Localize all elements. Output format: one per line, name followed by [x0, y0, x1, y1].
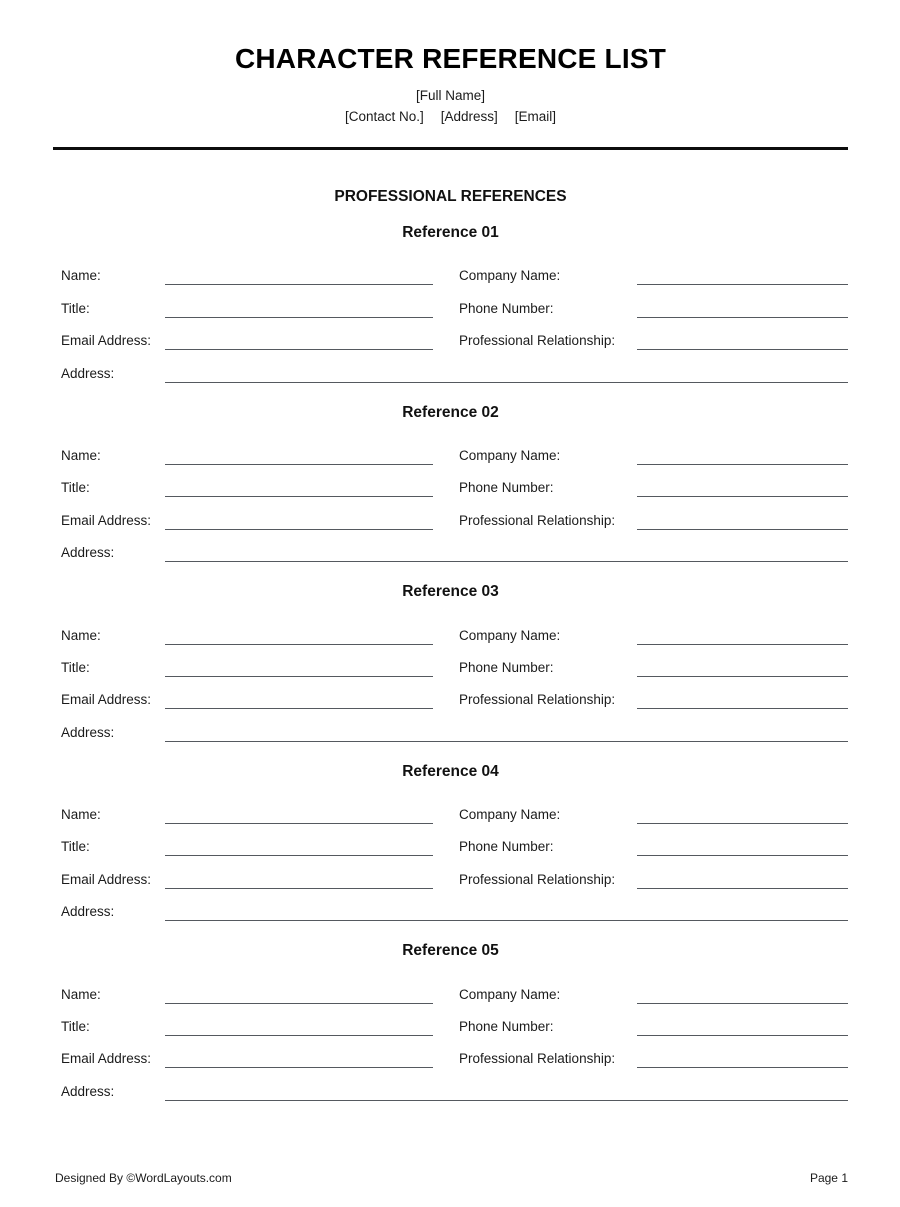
- title-blank-line: [165, 317, 433, 318]
- phone-number-blank-line: [637, 676, 848, 677]
- reference-row-name-company: [53, 436, 848, 468]
- reference-block: [53, 224, 848, 386]
- title-blank-line: [165, 496, 433, 497]
- header-divider: [53, 147, 848, 150]
- document-title: CHARACTER REFERENCE LIST: [234, 43, 667, 74]
- phone-number-label: Phone Number:: [459, 659, 554, 675]
- address-blank-line: [165, 382, 848, 383]
- reference-heading: Reference 01: [402, 224, 499, 241]
- reference-block: [53, 763, 848, 925]
- email-address-label: Email Address:: [61, 692, 152, 708]
- phone-number-blank-line: [637, 496, 848, 497]
- phone-number-blank-line: [637, 317, 848, 318]
- phone-number-label: Phone Number:: [459, 1019, 554, 1035]
- document-page: [0, 42, 900, 1207]
- address-label: Address:: [61, 1083, 115, 1099]
- company-name-label: Company Name:: [459, 986, 561, 1002]
- professional-relationship-blank-line: [637, 708, 848, 709]
- reference-row-email-relationship: [53, 321, 848, 353]
- reference-row-address: [53, 712, 848, 744]
- email-address-label: Email Address:: [61, 333, 152, 349]
- phone-number-label: Phone Number:: [459, 839, 554, 855]
- reference-heading: Reference 04: [402, 762, 499, 780]
- contact-no-placeholder: [Contact No.]: [344, 109, 424, 124]
- professional-relationship-label: Professional Relationship:: [459, 692, 616, 708]
- title-label: Title:: [61, 300, 90, 316]
- phone-number-blank-line: [637, 855, 848, 856]
- name-label: Name:: [61, 627, 101, 643]
- professional-relationship-label: Professional Relationship:: [459, 333, 616, 349]
- reference-row-name-company: [53, 974, 848, 1006]
- reference-heading: Reference 02: [402, 403, 499, 421]
- address-label: Address:: [61, 365, 115, 381]
- professional-relationship-blank-line: [637, 888, 848, 889]
- reference-row-address: [53, 892, 848, 924]
- reference-heading: Reference 05: [402, 942, 499, 960]
- title-label: Title:: [61, 1019, 90, 1035]
- email-address-blank-line: [165, 1067, 433, 1068]
- reference-row-name-company: [53, 795, 848, 827]
- section-title-professional-references: PROFESSIONAL REFERENCES: [334, 188, 567, 205]
- address-label: Address:: [61, 904, 115, 920]
- company-name-blank-line: [637, 464, 848, 465]
- reference-row-email-relationship: [53, 500, 848, 532]
- company-name-blank-line: [637, 1003, 848, 1004]
- email-address-blank-line: [165, 349, 433, 350]
- reference-row-email-relationship: [53, 859, 848, 891]
- title-blank-line: [165, 855, 433, 856]
- name-blank-line: [165, 1003, 433, 1004]
- company-name-blank-line: [637, 823, 848, 824]
- reference-row-email-relationship: [53, 680, 848, 712]
- footer-credit: Designed By ©WordLayouts.com: [55, 1171, 232, 1185]
- company-name-label: Company Name:: [459, 807, 561, 823]
- full-name-placeholder: [Full Name]: [415, 88, 486, 103]
- name-label: Name:: [61, 986, 101, 1002]
- company-name-blank-line: [637, 644, 848, 645]
- title-label: Title:: [61, 659, 90, 675]
- email-address-blank-line: [165, 888, 433, 889]
- name-label: Name:: [61, 268, 101, 284]
- address-blank-line: [165, 561, 848, 562]
- reference-row-name-company: [53, 615, 848, 647]
- company-name-label: Company Name:: [459, 268, 561, 284]
- address-label: Address:: [61, 724, 115, 740]
- address-blank-line: [165, 1100, 848, 1101]
- title-blank-line: [165, 1035, 433, 1036]
- name-label: Name:: [61, 807, 101, 823]
- contact-info-line: [53, 108, 848, 125]
- reference-row-address: [53, 533, 848, 565]
- email-address-label: Email Address:: [61, 871, 152, 887]
- professional-relationship-label: Professional Relationship:: [459, 512, 616, 528]
- reference-row-title-phone: [53, 827, 848, 859]
- phone-number-blank-line: [637, 1035, 848, 1036]
- reference-block: [53, 404, 848, 566]
- reference-row-address: [53, 353, 848, 385]
- title-label: Title:: [61, 839, 90, 855]
- address-label: Address:: [61, 545, 115, 561]
- professional-relationship-blank-line: [637, 529, 848, 530]
- company-name-label: Company Name:: [459, 627, 561, 643]
- reference-row-title-phone: [53, 648, 848, 680]
- title-blank-line: [165, 676, 433, 677]
- name-blank-line: [165, 284, 433, 285]
- reference-row-address: [53, 1071, 848, 1103]
- title-label: Title:: [61, 480, 90, 496]
- company-name-label: Company Name:: [459, 447, 561, 463]
- phone-number-label: Phone Number:: [459, 480, 554, 496]
- reference-row-title-phone: [53, 288, 848, 320]
- reference-row-title-phone: [53, 468, 848, 500]
- reference-heading: Reference 03: [402, 583, 499, 601]
- reference-row-email-relationship: [53, 1039, 848, 1071]
- email-placeholder: [Email]: [514, 109, 557, 124]
- page-number: Page 1: [809, 1171, 848, 1185]
- name-blank-line: [165, 823, 433, 824]
- address-blank-line: [165, 920, 848, 921]
- address-placeholder: [Address]: [440, 109, 498, 124]
- reference-list: [53, 224, 848, 1104]
- email-address-label: Email Address:: [61, 512, 152, 528]
- phone-number-label: Phone Number:: [459, 300, 554, 316]
- name-label: Name:: [61, 447, 101, 463]
- reference-row-name-company: [53, 256, 848, 288]
- reference-row-title-phone: [53, 1007, 848, 1039]
- footer: [55, 1171, 848, 1186]
- email-address-blank-line: [165, 708, 433, 709]
- reference-block: [53, 583, 848, 745]
- reference-block: [53, 942, 848, 1104]
- professional-relationship-label: Professional Relationship:: [459, 1051, 616, 1067]
- professional-relationship-blank-line: [637, 1067, 848, 1068]
- name-blank-line: [165, 644, 433, 645]
- company-name-blank-line: [637, 284, 848, 285]
- email-address-label: Email Address:: [61, 1051, 152, 1067]
- professional-relationship-label: Professional Relationship:: [459, 871, 616, 887]
- name-blank-line: [165, 464, 433, 465]
- email-address-blank-line: [165, 529, 433, 530]
- professional-relationship-blank-line: [637, 349, 848, 350]
- address-blank-line: [165, 741, 848, 742]
